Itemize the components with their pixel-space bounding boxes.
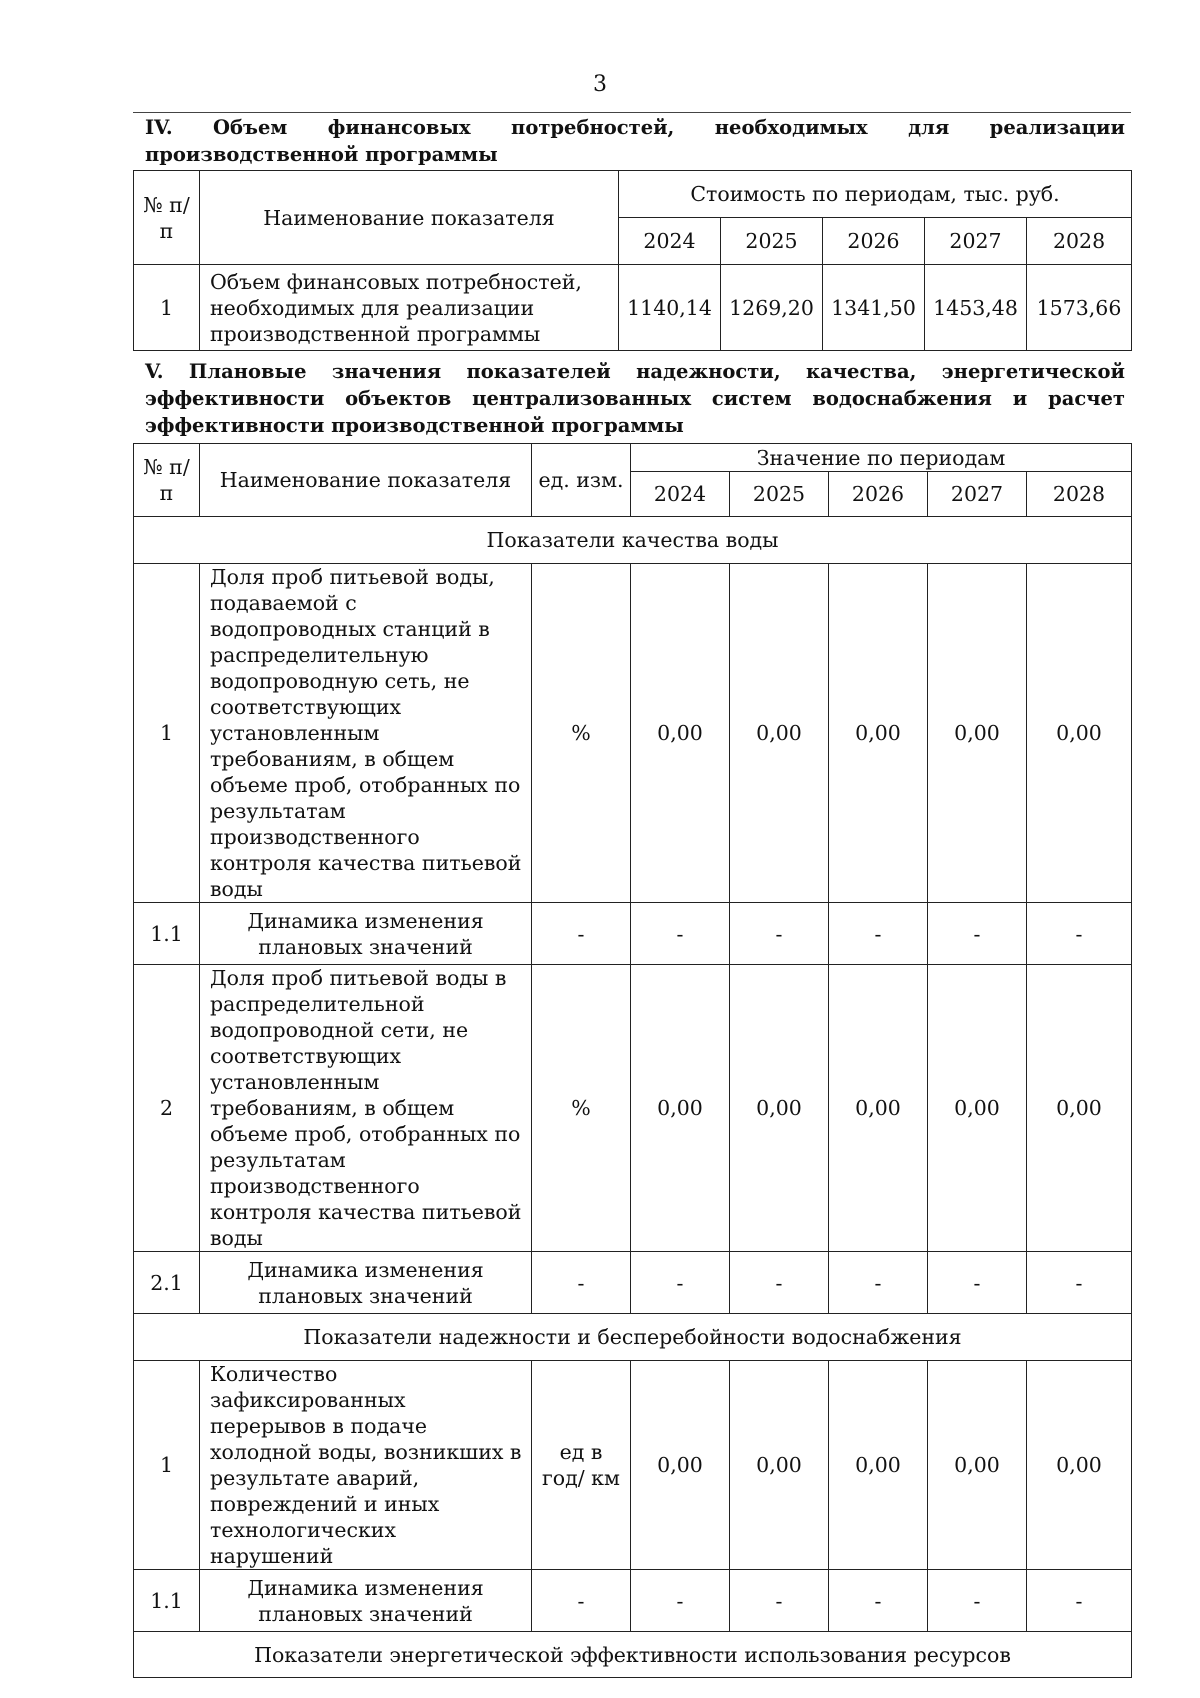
table-row — [134, 903, 1132, 965]
row-value: 0,00 — [730, 564, 829, 903]
row-num: 2.1 — [134, 1252, 200, 1314]
row-value: - — [730, 1570, 829, 1632]
table-row — [134, 1361, 1132, 1570]
page-number: 3 — [593, 72, 607, 97]
row-num: 1 — [134, 564, 200, 903]
row-num: 1.1 — [134, 903, 200, 965]
row-value: 1453,48 — [925, 265, 1027, 351]
row-value: - — [631, 1570, 730, 1632]
row-value: 0,00 — [1027, 1361, 1132, 1570]
row-value: 0,00 — [631, 965, 730, 1252]
row-num: 2 — [134, 965, 200, 1252]
year-header: 2025 — [721, 218, 823, 265]
year-header: 2026 — [829, 472, 928, 517]
row-value: 0,00 — [928, 564, 1027, 903]
year-header: 2028 — [1027, 218, 1132, 265]
row-value: 1341,50 — [823, 265, 925, 351]
year-header: 2027 — [928, 472, 1027, 517]
row-value: 0,00 — [730, 1361, 829, 1570]
col-unit-header: ед. изм. — [532, 444, 631, 517]
row-num: 1 — [134, 265, 200, 351]
row-value: 1269,20 — [721, 265, 823, 351]
col-name-header: Наименование показателя — [200, 171, 619, 265]
row-name: Доля проб питьевой воды в распределительной водопроводной сети, не соответствующих установленным требованиям, в общем объеме проб, отобранных по результатам производственного контроля качества питьевой воды — [200, 965, 532, 1252]
row-value: 0,00 — [730, 965, 829, 1252]
year-header: 2025 — [730, 472, 829, 517]
col-cost-header: Стоимость по периодам, тыс. руб. — [619, 171, 1132, 218]
row-unit: - — [532, 1252, 631, 1314]
table-row — [134, 1252, 1132, 1314]
row-unit: ед в год/ км — [532, 1361, 631, 1570]
row-value: - — [631, 903, 730, 965]
indicators-table — [133, 443, 1132, 1678]
row-value: 0,00 — [829, 1361, 928, 1570]
row-value: - — [1027, 903, 1132, 965]
row-value: 0,00 — [829, 564, 928, 903]
row-value: - — [928, 1252, 1027, 1314]
row-value: - — [829, 903, 928, 965]
year-header: 2027 — [925, 218, 1027, 265]
row-value: 0,00 — [829, 965, 928, 1252]
row-name: Динамика изменения плановых значений — [200, 903, 532, 965]
row-value: 0,00 — [928, 1361, 1027, 1570]
row-value: - — [1027, 1252, 1132, 1314]
row-name: Доля проб питьевой воды, подаваемой с водопроводных станций в распределительную водопроводную сеть, не соответствующих установленным требованиям, в общем объеме проб, отобранных по результатам производственного контроля качества питьевой воды — [200, 564, 532, 903]
row-value: - — [928, 903, 1027, 965]
row-value: 0,00 — [631, 1361, 730, 1570]
row-value: - — [829, 1252, 928, 1314]
row-value: - — [1027, 1570, 1132, 1632]
row-value: - — [928, 1570, 1027, 1632]
section-5-heading: V. Плановые значения показателей надежности, качества, энергетической эффективности объектов централизованных систем водоснабжения и расчет эффективности производственной программы — [145, 360, 1125, 437]
row-value: 0,00 — [1027, 965, 1132, 1252]
row-num: 1 — [134, 1361, 200, 1570]
table-row — [134, 265, 1132, 351]
year-header: 2024 — [619, 218, 721, 265]
row-value: - — [829, 1570, 928, 1632]
row-value: 1140,14 — [619, 265, 721, 351]
col-num-header: № п/п — [134, 171, 200, 265]
row-value: 0,00 — [1027, 564, 1132, 903]
row-unit: - — [532, 903, 631, 965]
row-value: 1573,66 — [1027, 265, 1132, 351]
row-value: - — [631, 1252, 730, 1314]
col-name-header: Наименование показателя — [200, 444, 532, 517]
row-unit: % — [532, 564, 631, 903]
year-header: 2028 — [1027, 472, 1132, 517]
group-title: Показатели надежности и бесперебойности водоснабжения — [134, 1314, 1132, 1361]
col-num-header: № п/п — [134, 444, 200, 517]
row-value: - — [730, 903, 829, 965]
year-header: 2026 — [823, 218, 925, 265]
row-value: 0,00 — [928, 965, 1027, 1252]
row-name: Количество зафиксированных перерывов в подаче холодной воды, возникших в результате аварий, повреждений и иных технологических нарушений — [200, 1361, 532, 1570]
section-4-heading: IV. Объем финансовых потребностей, необходимых для реализации производственной программы — [145, 116, 1125, 166]
group-title: Показатели энергетической эффективности использования ресурсов — [134, 1632, 1132, 1678]
top-rule — [133, 112, 1131, 113]
row-name: Объем финансовых потребностей, необходимых для реализации производственной программы — [200, 265, 619, 351]
group-title: Показатели качества воды — [134, 517, 1132, 564]
row-unit: % — [532, 965, 631, 1252]
table-row — [134, 564, 1132, 903]
row-unit: - — [532, 1570, 631, 1632]
table-row — [134, 1570, 1132, 1632]
row-name: Динамика изменения плановых значений — [200, 1570, 532, 1632]
col-values-header: Значение по периодам — [631, 444, 1132, 472]
row-value: - — [730, 1252, 829, 1314]
table-row — [134, 965, 1132, 1252]
row-num: 1.1 — [134, 1570, 200, 1632]
row-name: Динамика изменения плановых значений — [200, 1252, 532, 1314]
year-header: 2024 — [631, 472, 730, 517]
row-value: 0,00 — [631, 564, 730, 903]
financial-needs-table — [133, 170, 1132, 351]
